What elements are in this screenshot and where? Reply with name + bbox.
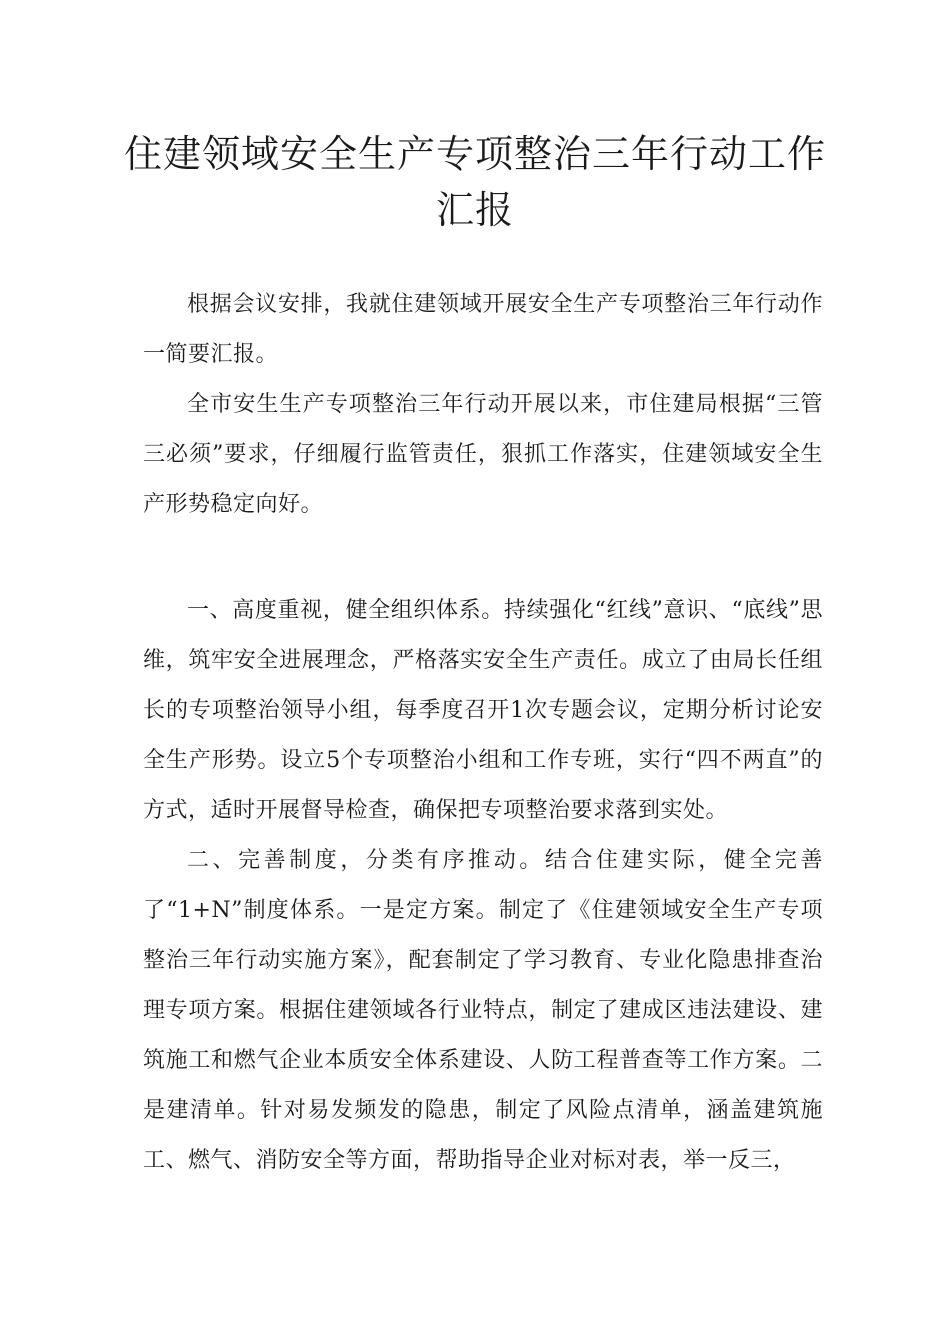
paragraph-section-two: 二、完善制度，分类有序推动。结合住建实际，健全完善了“1+N”制度体系。一是定方案。制定了《住建领域安全生产专项整治三年行动实施方案》，配套制定了学习教育、专业化隐患排查治理专项方案。根据住建领域各行业特点，制定了建成区违法建设、建筑施工和燃气企业本质安全体系建设、人防工程普查等工作方案。二是建清单。针对易发频发的隐患，制定了风险点清单，涵盖建筑施工、燃气、消防安全等方面，帮助指导企业对标对表，举一反三， <box>143 848 823 1173</box>
paragraph-intro: 根据会议安排，我就住建领域开展安全生产专项整治三年行动作一简要汇报。 <box>143 292 823 367</box>
document-body <box>143 280 823 1186</box>
paragraph-section-one: 一、高度重视，健全组织体系。持续强化“红线”意识、“底线”思维，筑牢安全进展理念，严格落实安全生产责任。成立了由局长任组长的专项整治领导小组，每季度召开1次专题会议，定期分析讨论安全生产形势。设立5个专项整治小组和工作专班，实行“四不两直”的方式，适时开展督导检查，确保把专项整治要求落到实处。 <box>143 598 823 823</box>
document-title: 住建领域安全生产专项整治三年行动工作汇报 <box>123 132 826 232</box>
paragraph-overview: 全市安生生产专项整治三年行动开展以来，市住建局根据“三管三必须”要求，仔细履行监管责任，狠抓工作落实，住建领域安全生产形势稳定向好。 <box>143 392 823 517</box>
paragraph-gap <box>143 530 823 586</box>
